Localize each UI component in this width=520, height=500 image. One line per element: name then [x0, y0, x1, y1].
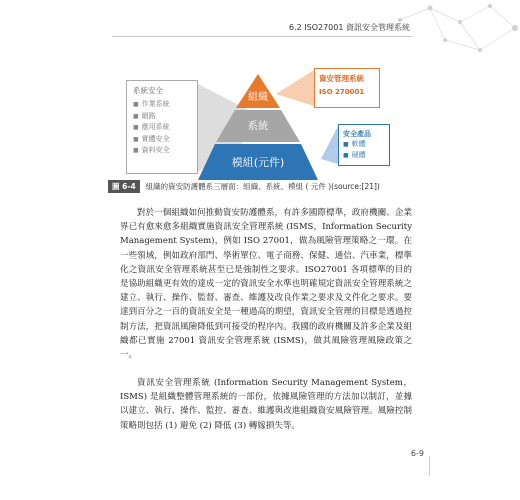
isms-subtitle: ISO 270001: [319, 88, 365, 96]
isms-title: 資安管理系統: [319, 74, 364, 83]
security-products-box: [338, 124, 390, 166]
body-paragraph-1: 對於一個組織如何推動資安防護體系，有許多國際標準，政府機關、企業界已有愈來愈多組織實施資訊安全管理系統 (ISMS，Information Security Management System)，例如 ISO 27001，做為風險管理策略之一環。在一些領域，例如政府部門、學術單位、電子商務、保健、通信、汽車業，標準化之資訊安全管理系統甚至已是強制性之要求。ISO27001 各項標準的目的是協助組織更有效的達成一定的資訊安全水準也明確規定資訊安全管理系統之建立、執行、操作、監督、審查、維護及改良作業之要求及文件化之要求。要達到百分之一百的資訊安全是一種過高的期望，資訊安全管理的目標是透過控制方法，把資訊風險降低到可接受的程序內。我國的政府機關及許多企業及組織都已實施 27001 資訊安全管理系統 (ISMS)，做其風險管理風險政策之一。: [120, 208, 412, 361]
security-products-item: ■ 軟體: [343, 139, 385, 150]
pyramid-label-organization: 組織: [248, 92, 268, 103]
system-security-box: [126, 80, 198, 174]
isms-box: [314, 68, 380, 108]
system-security-title: 系統安全: [133, 86, 163, 95]
page-number: 6-9: [410, 449, 424, 458]
system-security-item: ■ 網路: [133, 111, 191, 123]
three-layer-pyramid: [198, 74, 318, 182]
figure-6-4: [116, 64, 416, 184]
header-rule: [112, 36, 412, 37]
corner-network-decoration: [390, 0, 520, 70]
pyramid-label-module: 模組(元件): [231, 156, 285, 169]
page-number-rule: [429, 456, 430, 476]
system-security-item: ■ 應用系統: [133, 122, 191, 134]
pyramid-label-system: 系統: [247, 120, 269, 132]
security-products-item: ■ 硬體: [343, 150, 385, 161]
running-head: 6.2 ISO27001 資訊安全管理系統: [289, 23, 410, 32]
figure-caption-text: 組織的資安防護體系三層面：組織、系統、模組 ( 元件 )(source:[21]): [145, 182, 380, 191]
system-security-item: ■ 作業系統: [133, 99, 191, 111]
figure-number-tag: 圖 6-4: [108, 180, 140, 193]
body-paragraph-2: 資訊安全管理系統 (Information Security Management System，ISMS) 是組織整體管理系統的一部份，依據風險管理的方法加以制訂，並據以建立、執行、操作、監控、審查、維護與改進組織資安風險管理。風險控制策略則包括 (1) 避免 (2) 降低 (3) 轉嫁損失等。: [120, 378, 412, 431]
system-security-item: ■ 實體安全: [133, 134, 191, 146]
figure-caption: [108, 180, 428, 193]
system-security-item: ■ 資料安全: [133, 145, 191, 157]
security-products-title: 安全產品: [343, 130, 371, 138]
